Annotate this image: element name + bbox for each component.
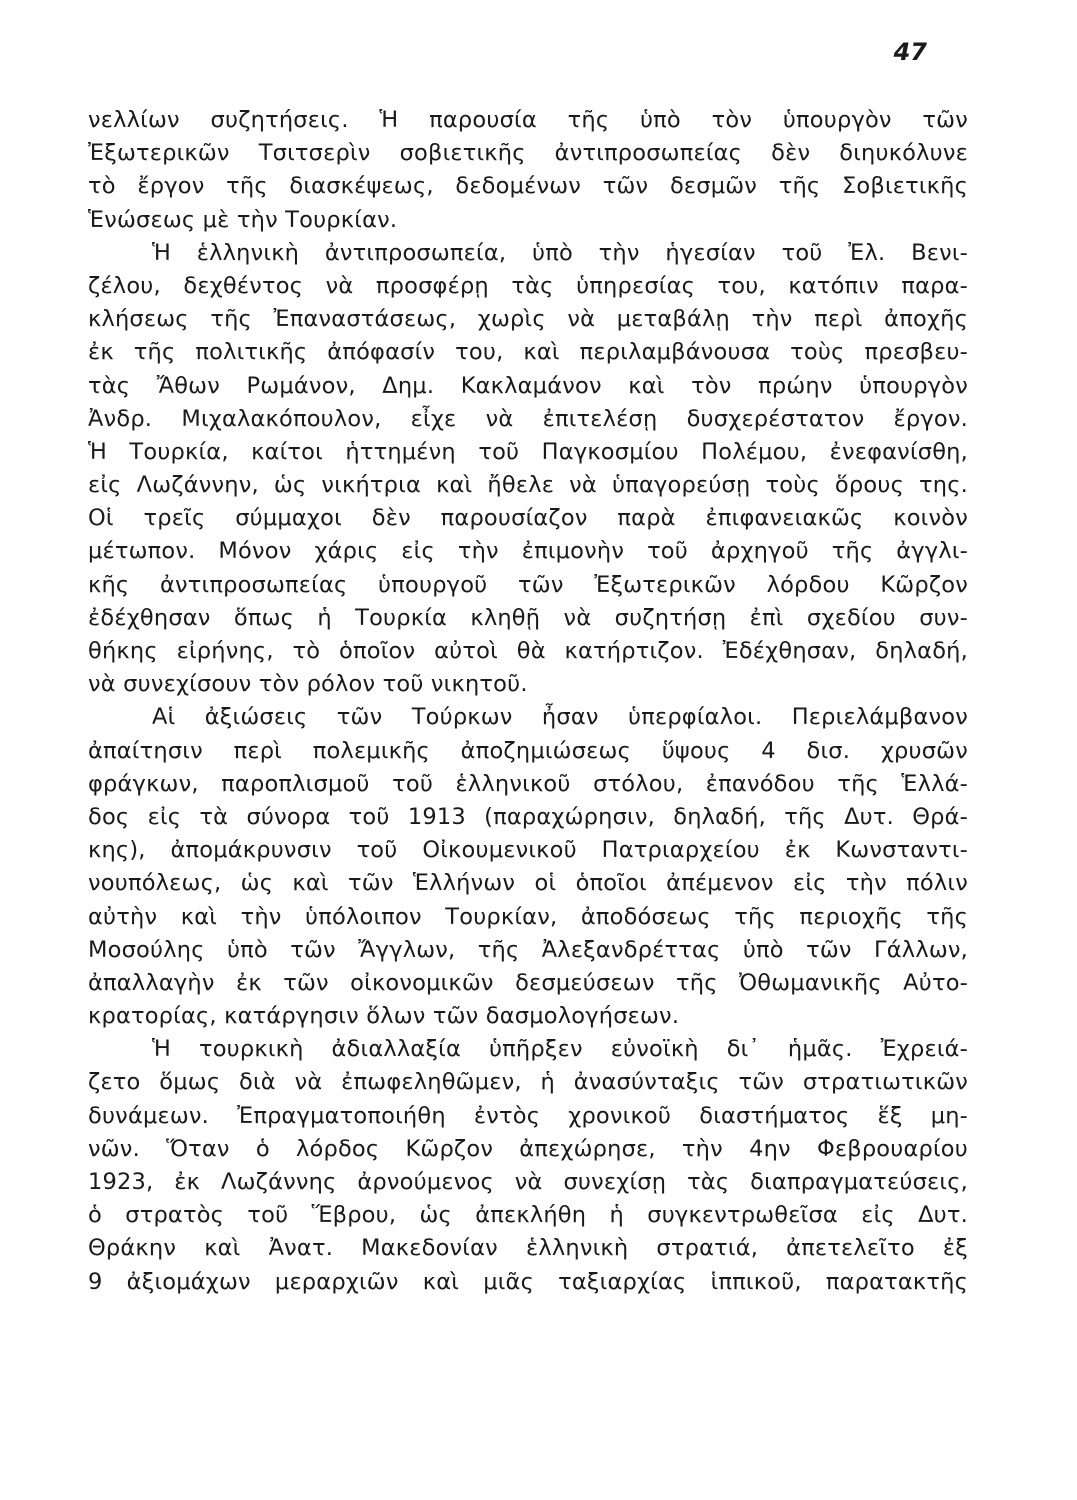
text-line: Ἡ τουρκικὴ ἀδιαλλαξία ὑπῆρξεν εὐνοϊκὴ δι᾽ ἡμᾶς. Ἐχρειά- <box>152 1036 968 1063</box>
text-line: νελλίων συζητήσεις. Ἡ παρουσία τῆς ὑπὸ τὸν ὑπουργὸν τῶν <box>88 107 968 133</box>
text-line: Ἑνώσεως μὲ τὴν Τουρκίαν. <box>88 206 398 233</box>
text-line: θήκης εἰρήνης, τὸ ὁποῖον αὐτοὶ θὰ κατήρτιζον. Ἐδέχθησαν, δηλαδή, <box>88 638 968 664</box>
text-line: ἀπαίτησιν περὶ πολεμικῆς ἀποζημιώσεως ὕψους 4 δισ. χρυσῶν <box>88 737 968 764</box>
text-line: κης), ἀπομάκρυνσιν τοῦ Οἰκουμενικοῦ Πατριαρχείου ἐκ Κωνσταντι- <box>88 837 968 864</box>
text-line: κρατορίας, κατάργησιν ὅλων τῶν δασμολογήσεων. <box>88 1003 680 1030</box>
text-line: Ἀνδρ. Μιχαλακόπουλον, εἶχε νὰ ἐπιτελέσῃ δυσχερέστατον ἔργον. <box>88 405 968 432</box>
text-line: 1923, ἐκ Λωζάννης ἀρνούμενος νὰ συνεχίσῃ τὰς διαπραγματεύσεις, <box>88 1169 968 1195</box>
text-line: 9 ἀξιομάχων μεραρχιῶν καὶ μιᾶς ταξιαρχίας ἱππικοῦ, παρατακτῆς <box>88 1268 968 1295</box>
text-line: ζέλου, δεχθέντος νὰ προσφέρῃ τὰς ὑπηρεσίας του, κατόπιν παρα- <box>88 272 968 299</box>
text-line: νῶν. Ὅταν ὁ λόρδος Κῶρζον ἀπεχώρησε, τὴν 4ην Φεβρουαρίου <box>88 1135 968 1162</box>
text-line: κλήσεως τῆς Ἐπαναστάσεως, χωρὶς νὰ μεταβάλῃ τὴν περὶ ἀποχῆς <box>88 306 968 333</box>
text-line: ἀπαλλαγὴν ἐκ τῶν οἰκονομικῶν δεσμεύσεων τῆς Ὀθωμανικῆς Αὐτο- <box>88 969 968 996</box>
text-line: νὰ συνεχίσουν τὸν ρόλον τοῦ νικητοῦ. <box>88 671 528 698</box>
text-line: Μοσούλης ὑπὸ τῶν Ἄγγλων, τῆς Ἀλεξανδρέττας ὑπὸ τῶν Γάλλων, <box>88 936 968 963</box>
text-line: Ἡ ἑλληνικὴ ἀντιπροσωπεία, ὑπὸ τὴν ἡγεσίαν τοῦ Ἐλ. Βενι- <box>152 239 968 266</box>
text-line: τὰς Ἄθων Ρωμάνον, Δημ. Κακλαμάνον καὶ τὸν πρώην ὑπουργὸν <box>88 372 968 399</box>
page-number: 47 <box>893 38 927 66</box>
text-line: αὐτὴν καὶ τὴν ὑπόλοιπον Τουρκίαν, ἀποδόσεως τῆς περιοχῆς τῆς <box>88 903 968 930</box>
text-line: ἐδέχθησαν ὅπως ἡ Τουρκία κληθῇ νὰ συζητήσῃ ἐπὶ σχεδίου συν- <box>88 604 968 631</box>
text-line: ζετο ὅμως διὰ νὰ ἐπωφεληθῶμεν, ἡ ἀνασύνταξις τῶν στρατιωτικῶν <box>88 1069 968 1096</box>
text-line: δος εἰς τὰ σύνορα τοῦ 1913 (παραχώρησιν, δηλαδή, τῆς Δυτ. Θρά- <box>88 803 968 830</box>
text-line: φράγκων, παροπλισμοῦ τοῦ ἑλληνικοῦ στόλου, ἐπανόδου τῆς Ἑλλά- <box>88 770 968 797</box>
text-line: κῆς ἀντιπροσωπείας ὑπουργοῦ τῶν Ἐξωτερικῶν λόρδου Κῶρζον <box>88 571 968 598</box>
text-line: δυνάμεων. Ἐπραγματοποιήθη ἐντὸς χρονικοῦ διαστήματος ἕξ μη- <box>88 1102 968 1129</box>
text-line: Οἱ τρεῖς σύμμαχοι δὲν παρουσίαζον παρὰ ἐπιφανειακῶς κοινὸν <box>88 505 968 532</box>
text-line: εἰς Λωζάννην, ὡς νικήτρια καὶ ἤθελε νὰ ὑπαγορεύσῃ τοὺς ὅρους της. <box>88 472 968 499</box>
text-line: Θράκην καὶ Ἀνατ. Μακεδονίαν ἑλληνικὴ στρατιά, ἀπετελεῖτο ἐξ <box>88 1235 968 1262</box>
body-text <box>88 104 968 1299</box>
text-line: τὸ ἔργον τῆς διασκέψεως, δεδομένων τῶν δεσμῶν τῆς Σοβιετικῆς <box>88 173 968 200</box>
text-line: ὁ στρατὸς τοῦ Ἕβρου, ὡς ἀπεκλήθη ἡ συγκεντρωθεῖσα εἰς Δυτ. <box>88 1202 968 1229</box>
text-line: νουπόλεως, ὡς καὶ τῶν Ἑλλήνων οἱ ὁποῖοι ἀπέμενον εἰς τὴν πόλιν <box>88 870 968 897</box>
text-line: Ἐξωτερικῶν Τσιτσερὶν σοβιετικῆς ἀντιπροσωπείας δὲν διηυκόλυνε <box>88 140 968 167</box>
text-line: ἐκ τῆς πολιτικῆς ἀπόφασίν του, καὶ περιλαμβάνουσα τοὺς πρεσβευ- <box>88 339 968 366</box>
text-line: Ἡ Τουρκία, καίτοι ἡττημένη τοῦ Παγκοσμίου Πολέμου, ἐνεφανίσθη, <box>88 438 968 465</box>
text-line: μέτωπον. Μόνον χάρις εἰς τὴν ἐπιμονὴν τοῦ ἀρχηγοῦ τῆς ἀγγλι- <box>88 538 968 565</box>
text-line: Αἱ ἀξιώσεις τῶν Τούρκων ἦσαν ὑπερφίαλοι. Περιελάμβανον <box>152 704 968 731</box>
